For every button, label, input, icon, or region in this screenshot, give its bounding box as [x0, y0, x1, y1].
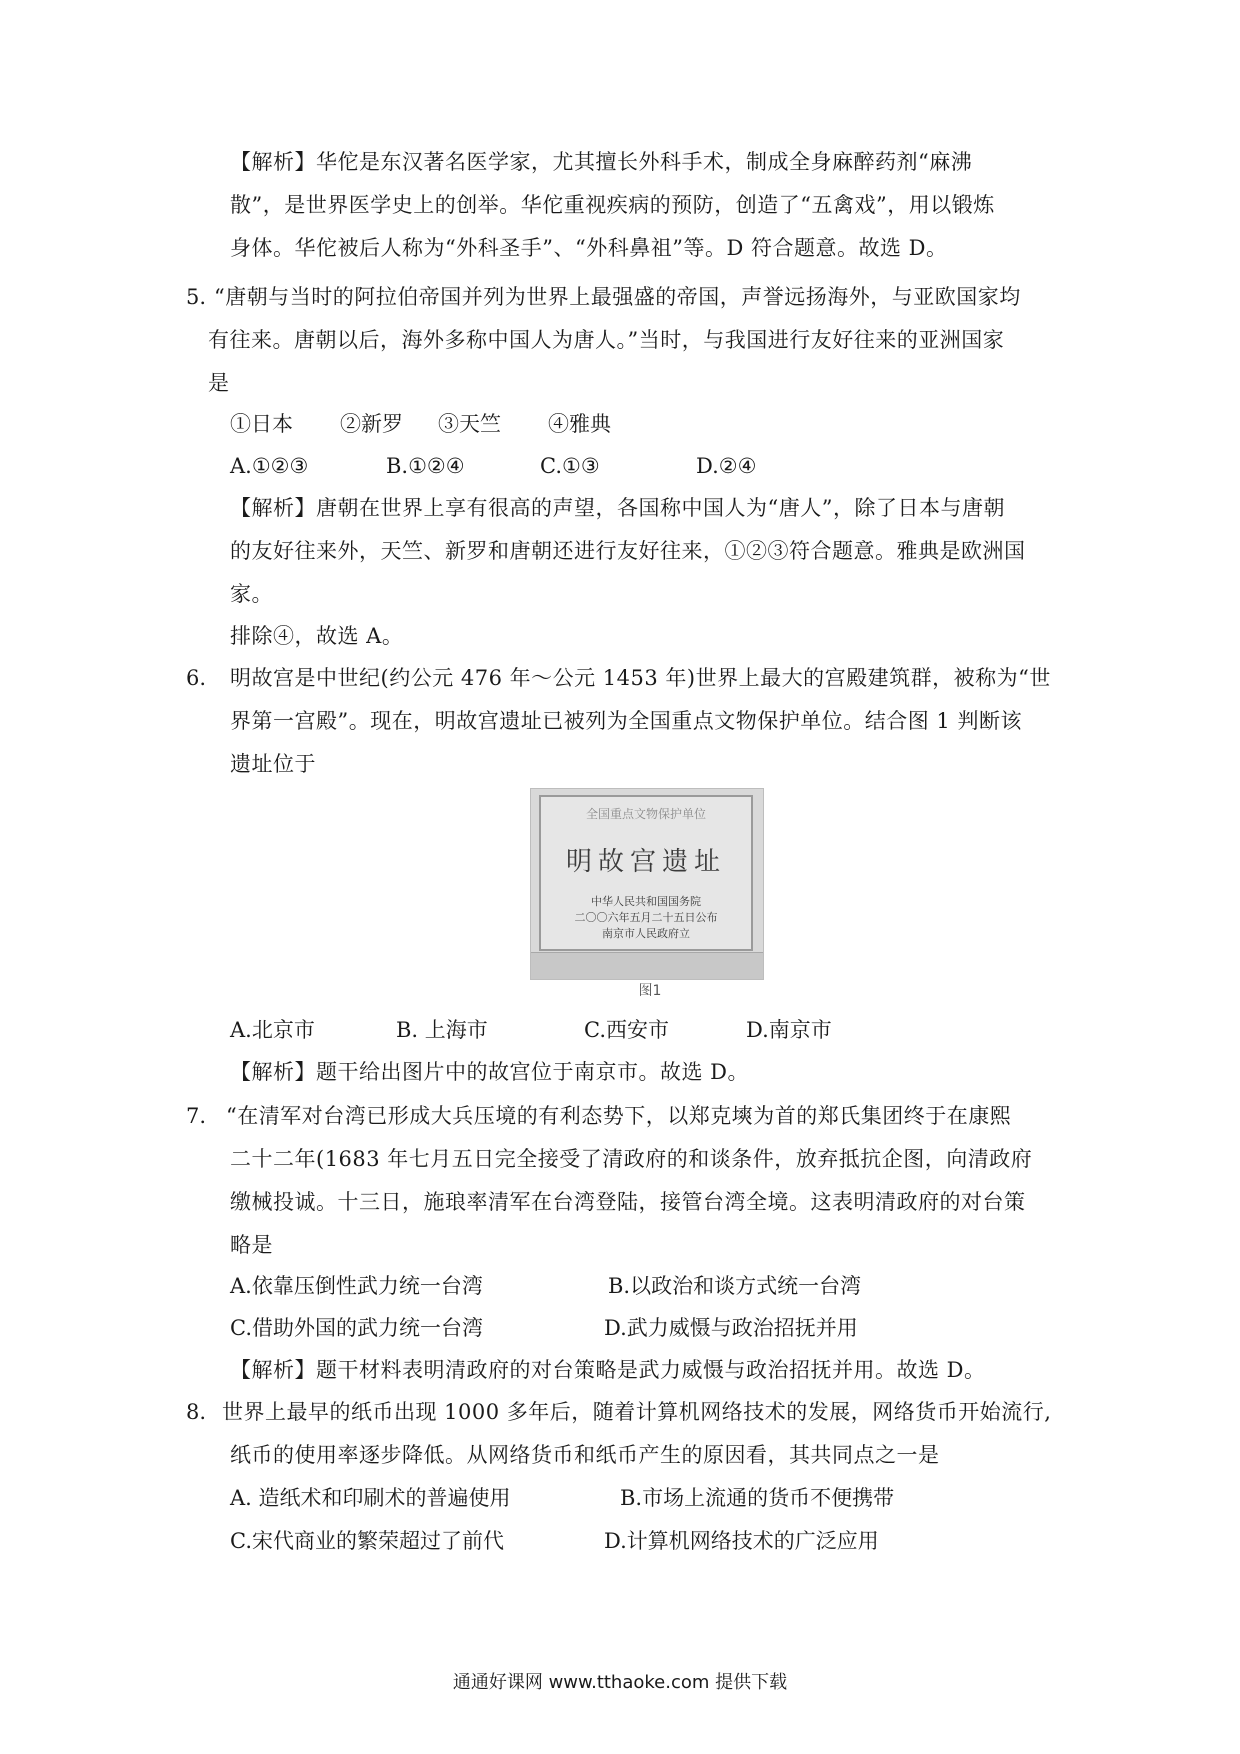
q7-option-b: B.以政治和谈方式统一台湾 — [608, 1274, 862, 1298]
q5-item-3: ③天竺 — [438, 412, 501, 436]
q7-stem-line-4: 略是 — [230, 1233, 273, 1257]
heritage-plaque — [539, 795, 753, 951]
q7-stem-line-3: 缴械投诚。十三日，施琅率清军在台湾登陆，接管台湾全境。这表明清政府的对台策 — [230, 1190, 1026, 1214]
q8-option-b: B.市场上流通的货币不便携带 — [620, 1486, 895, 1510]
q7-number: 7. — [186, 1104, 207, 1128]
q7-analysis: 【解析】题干材料表明清政府的对台策略是武力威慑与政治招抚并用。故选 D。 — [230, 1358, 986, 1382]
q5-item-1: ①日本 — [230, 412, 293, 436]
q8-option-a: A. 造纸术和印刷术的普遍使用 — [230, 1486, 511, 1510]
q6-option-a: A.北京市 — [230, 1018, 315, 1042]
q5-analysis-line-1: 【解析】唐朝在世界上享有很高的声望，各国称中国人为“唐人”，除了日本与唐朝 — [230, 496, 1005, 520]
q5-analysis-line-2: 的友好往来外，天竺、新罗和唐朝还进行友好往来，①②③符合题意。雅典是欧洲国 — [230, 539, 1026, 563]
q6-option-c: C.西安市 — [584, 1018, 669, 1042]
q5-stem-line-2: 有往来。唐朝以后，海外多称中国人为唐人。”当时，与我国进行友好往来的亚洲国家 — [208, 328, 1005, 352]
q5-item-2: ②新罗 — [340, 412, 403, 436]
q6-analysis: 【解析】题干给出图片中的故宫位于南京市。故选 D。 — [230, 1060, 750, 1084]
q5-analysis-line-4: 排除④，故选 A。 — [230, 624, 404, 648]
q6-number: 6. — [186, 666, 207, 690]
q7-stem-line-2: 二十二年(1683 年七月五日完全接受了清政府的和谈条件，放弃抵抗企图，向清政府 — [230, 1147, 1033, 1171]
q8-stem-line-2: 纸币的使用率逐步降低。从网络货币和纸币产生的原因看，其共同点之一是 — [230, 1443, 940, 1467]
q7-option-c: C.借助外国的武力统一台湾 — [230, 1316, 483, 1340]
q4-analysis-line-1: 【解析】华佗是东汉著名医学家，尤其擅长外科手术，制成全身麻醉药剂“麻沸 — [230, 150, 973, 174]
q4-analysis-line-2: 散”，是世界医学史上的创举。华佗重视疾病的预防，创造了“五禽戏”，用以锻炼 — [230, 193, 995, 217]
q5-number: 5. — [186, 285, 207, 309]
q5-option-a: A.①②③ — [230, 454, 309, 478]
q6-option-b: B. 上海市 — [396, 1018, 488, 1042]
q6-stem-line-1: 明故宫是中世纪(约公元 476 年～公元 1453 年)世界上最大的宫殿建筑群，被称为“世 — [230, 666, 1051, 690]
q5-item-4: ④雅典 — [548, 412, 611, 436]
q4-analysis-line-3: 身体。华佗被后人称为“外科圣手”、“外科鼻祖”等。D 符合题意。故选 D。 — [230, 236, 948, 260]
page-footer: 通通好课网 www.tthaoke.com 提供下载 — [452, 1672, 788, 1693]
q5-option-d: D.②④ — [696, 454, 757, 478]
q7-stem-line-1: “在清军对台湾已形成大兵压境的有利态势下，以郑克塽为首的郑氏集团终于在康熙 — [226, 1104, 1012, 1128]
plaque-sub-line-3: 南京市人民政府立 — [602, 927, 690, 940]
plaque-sub-line-2: 二〇〇六年五月二十五日公布 — [574, 911, 718, 924]
q5-stem-line-3: 是 — [208, 371, 230, 395]
plaque-main-text: 明故宫遗址 — [565, 847, 726, 877]
q5-analysis-line-3: 家。 — [230, 582, 273, 606]
q8-option-c: C.宋代商业的繁荣超过了前代 — [230, 1529, 504, 1553]
q5-option-c: C.①③ — [540, 454, 600, 478]
q5-option-b: B.①②④ — [386, 454, 465, 478]
q8-stem-line-1: 世界上最早的纸币出现 1000 多年后，随着计算机网络技术的发展，网络货币开始流行, — [222, 1400, 1052, 1424]
plaque-top-text: 全国重点文物保护单位 — [585, 807, 706, 821]
figure-caption: 图1 — [638, 983, 662, 999]
q6-option-d: D.南京市 — [746, 1018, 832, 1042]
plaque-sub-line-1: 中华人民共和国国务院 — [591, 895, 701, 908]
q7-option-d: D.武力威慑与政治招抚并用 — [604, 1316, 858, 1340]
q6-stem-line-3: 遗址位于 — [230, 752, 316, 776]
q5-stem-line-1: “唐朝与当时的阿拉伯帝国并列为世界上最强盛的帝国，声誉远扬海外，与亚欧国家均 — [214, 285, 1021, 309]
q8-option-d: D.计算机网络技术的广泛应用 — [604, 1529, 879, 1553]
plaque-base — [531, 952, 763, 979]
q6-stem-line-2: 界第一宫殿”。现在，明故宫遗址已被列为全国重点文物保护单位。结合图 1 判断该 — [230, 709, 1022, 733]
q7-option-a: A.依靠压倒性武力统一台湾 — [230, 1274, 483, 1298]
q8-number: 8. — [186, 1400, 207, 1424]
figure-1-photo — [530, 788, 764, 980]
